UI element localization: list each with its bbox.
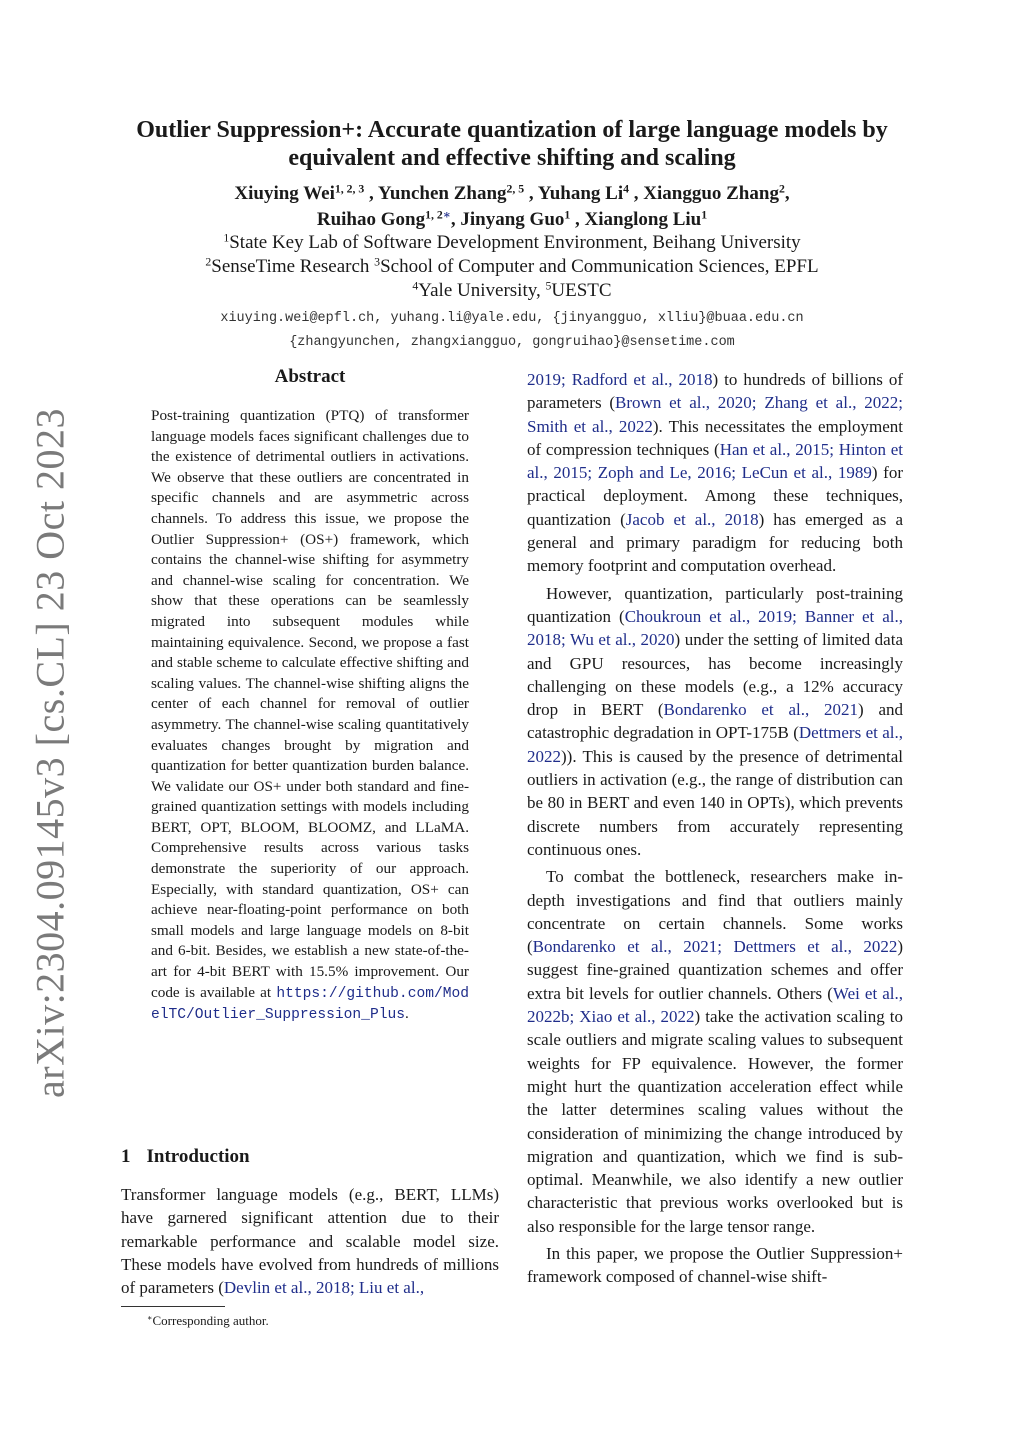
citation-link[interactable]: Brown et al., 2020; Zhang et al., 2022; Smith et al., 2022 <box>527 393 903 436</box>
paragraph-text: In this paper, we propose the Outlier Suppression+ framework composed of channel-wise shift- <box>527 1243 903 1287</box>
author-name: Xiangguo Zhang <box>643 183 779 204</box>
affil-sup: 2 <box>205 255 212 269</box>
paragraph-text: )). This is caused by the presence of detrimental outliers in activation (e.g., the range of distribution can be 80 in BERT and even 140 in OPTs), which prevents discrete numbers from accurately representing continuous ones. <box>527 746 903 859</box>
citation-link[interactable]: Bondarenko et al., 2021; Dettmers et al., 2022 <box>532 937 898 957</box>
author-affil-sup: 2, 5 <box>506 182 525 196</box>
author-affil-sup: 1 <box>564 208 571 222</box>
section-number: 1 <box>121 1146 131 1167</box>
intro-right-column <box>527 368 903 1293</box>
citation-link[interactable]: Han et al., 2015; Hinton et al., 2015; Zoph and Le, 2016; LeCun et al., 1989 <box>527 439 904 483</box>
author-name: Xiuying Wei <box>234 183 335 204</box>
author-list <box>100 181 924 233</box>
title-line-1: Outlier Suppression+: Accurate quantization of large language models by <box>136 117 888 143</box>
author-line-1: Xiuying Wei$^{1, 2, 3}$ , Yunchen Zhang$^{2, 5}$ , Yuhang Li$^4$ , Xiangguo Zhang$^2$, <box>234 182 790 204</box>
abstract-text: Post-training quantization (PTQ) of transformer language models faces significant challenges due to the existence of detrimental outliers in activations. We observe that these outliers are concentrated in specific channels and are asymmetric across channels. To address this issue, we propose the Outlier Suppression+ (OS+) framework, which contains the channel-wise shifting for asymmetry and channel-wise scaling for concentration. We show that these operations can be seamlessly migrated into subsequent modules while maintaining equivalence. Second, we propose a fast and stable scheme to calculate effective shifting and scaling values. The channel-wise shifting aligns the center of each channel for removal of outlier asymmetry. The channel-wise scaling quantitatively evaluates changes brought by migration and quantization for better quantization burden balance. We validate our OS+ under both standard and fine-grained quantization settings with models including BERT, OPT, BLOOM, BLOOMZ, and LLaMA. Comprehensive results across various tasks demonstrate the superiority of our approach. Especially, with standard quantization, OS+ can achieve near-floating-point performance on both small models and large language models on 8-bit and 6-bit. Besides, we establish a new state-of-the-art for 4-bit BERT with 15.5% improvement. Our code is available at <box>151 407 469 1001</box>
code-repo-link[interactable]: https://github.com/ModelTC/Outlier_Suppression_Plus <box>151 985 469 1024</box>
author-line-2: Ruihao Gong$^{1, 2∗}$, Jinyang Guo$^1$ , Xianglong Liu$^1$ <box>316 208 708 230</box>
corresponding-author-mark[interactable]: ∗ <box>442 208 451 222</box>
author-name: Yunchen Zhang <box>377 183 507 204</box>
intro-text: Transformer language models (e.g., BERT, LLMs) have garnered significant attention due to their remarkable performance and scalable model size. These models have evolved from hundreds of millions of parameters ( <box>121 1185 499 1298</box>
affil-sup: 1 <box>223 231 230 245</box>
affil-text: SenseTime Research <box>211 256 375 277</box>
citation-link[interactable]: Choukroun et al., 2019; Banner et al., 2018; Wu et al., 2020 <box>527 606 903 650</box>
author-affil-sup: 4 <box>623 182 629 196</box>
abstract-end: . <box>404 1005 409 1023</box>
paragraph-text: ). This necessitates the employment of compression techniques ( <box>527 416 903 459</box>
intro-left-column <box>121 1183 499 1299</box>
paragraph-text: ) and catastrophic degradation in OPT-175B ( <box>527 700 903 743</box>
citation-link[interactable]: Bondarenko et al., 2021 <box>663 700 858 720</box>
citation-link[interactable]: Wei et al., 2022b; Xiao et al., 2022 <box>527 983 903 1027</box>
paragraph-text: ) to hundreds of billions of parameters ( <box>527 370 903 413</box>
footnote-rule <box>121 1306 225 1307</box>
section-title: Introduction <box>146 1146 250 1167</box>
paragraph <box>527 865 903 1238</box>
author-name: Jinyang Guo <box>460 209 565 230</box>
author-affil-sup: 1, 2 <box>425 208 443 222</box>
affil-text: State Key Lab of Software Development Environment, Beihang University <box>229 232 801 253</box>
paragraph-text: ) for practical deployment. Among these techniques, quantization ( <box>527 463 903 529</box>
paragraph <box>527 582 903 862</box>
affil-text: School of Computer and Communication Sciences, EPFL <box>380 256 819 277</box>
paragraph-text: ) take the activation scaling to scale outliers and migrate scaling values to subsequent weights for FP equivalence. However, the former might hurt the quantization acceleration effect while the latter determines scaling values without the consideration of minimizing the change introduced by migration and quantization, which we find is sub-optimal. Meanwhile, we also identify a new outlier characteristic that previous works overlooked but is also responsible for the large tensor range. <box>527 1007 903 1236</box>
footnote-mark: ∗ <box>147 1313 153 1323</box>
citation-link[interactable]: Dettmers et al., 2022 <box>527 723 904 766</box>
paragraph-text: ) has emerged as a general and primary paradigm for reducing both memory footprint and computation overhead. <box>527 509 903 576</box>
citation-link[interactable]: 2019; Radford et al., 2018 <box>527 370 713 389</box>
author-affil-sup: 1, 2, 3 <box>334 182 365 196</box>
section-heading-introduction <box>121 1146 250 1168</box>
abstract-body <box>151 406 469 1026</box>
citation-link[interactable]: Jacob et al., 2018 <box>625 509 759 529</box>
author-affil-sup: 1 <box>701 208 708 222</box>
title-line-2: equivalent and effective shifting and scaling <box>288 145 736 171</box>
email-line-2: {zhangyunchen, zhangxiangguo, gongruihao}@sensetime.com <box>289 335 735 350</box>
paragraph-text: ) suggest fine-grained quantization schemes and offer extra bit levels for outlier channels. Others ( <box>527 937 903 1003</box>
paragraph <box>527 1242 903 1289</box>
email-block <box>100 307 924 355</box>
affiliations <box>100 231 924 303</box>
citation-link[interactable]: Devlin et al., 2018; Liu et al., <box>223 1278 425 1298</box>
author-affil-sup: 2 <box>778 182 785 196</box>
paragraph-text: However, quantization, particularly post-training quantization ( <box>527 583 903 626</box>
author-name: Xianglong Liu <box>584 209 702 230</box>
author-name: Ruihao Gong <box>316 209 426 230</box>
affil-sup: 4 <box>412 279 419 293</box>
paragraph-text: To combat the bottleneck, researchers make in-depth investigations and find that outliers mainly concentrate on certain channels. Some works ( <box>527 867 903 957</box>
abstract-heading: Abstract <box>274 366 346 387</box>
affiliation-line-1 <box>100 231 924 255</box>
affil-text: Yale University, <box>418 280 546 301</box>
paper-title <box>100 116 924 172</box>
affil-sup: 5 <box>545 279 552 293</box>
arxiv-id-text: arXiv:2304.09145v3 [cs.CL] 23 Oct 2023 <box>27 407 73 1098</box>
footnote-text: Corresponding author. <box>152 1313 269 1328</box>
email-line-1: xiuying.wei@epfl.ch, yuhang.li@yale.edu, {jinyangguo, xlliu}@buaa.edu.cn <box>220 311 804 326</box>
footnote <box>147 1313 269 1329</box>
arxiv-sidebar-stamp <box>20 407 80 1098</box>
affil-text: UESTC <box>551 280 612 301</box>
affil-sup: 3 <box>374 255 381 269</box>
author-name: Yuhang Li <box>537 183 624 204</box>
paragraph <box>527 368 903 578</box>
affiliation-line-2 <box>100 255 924 279</box>
affiliation-line-3 <box>100 279 924 303</box>
paragraph-text: ) under the setting of limited data and GPU resources, has become increasingly challenging on these models (e.g., a 12% accuracy drop in BERT ( <box>527 630 903 720</box>
